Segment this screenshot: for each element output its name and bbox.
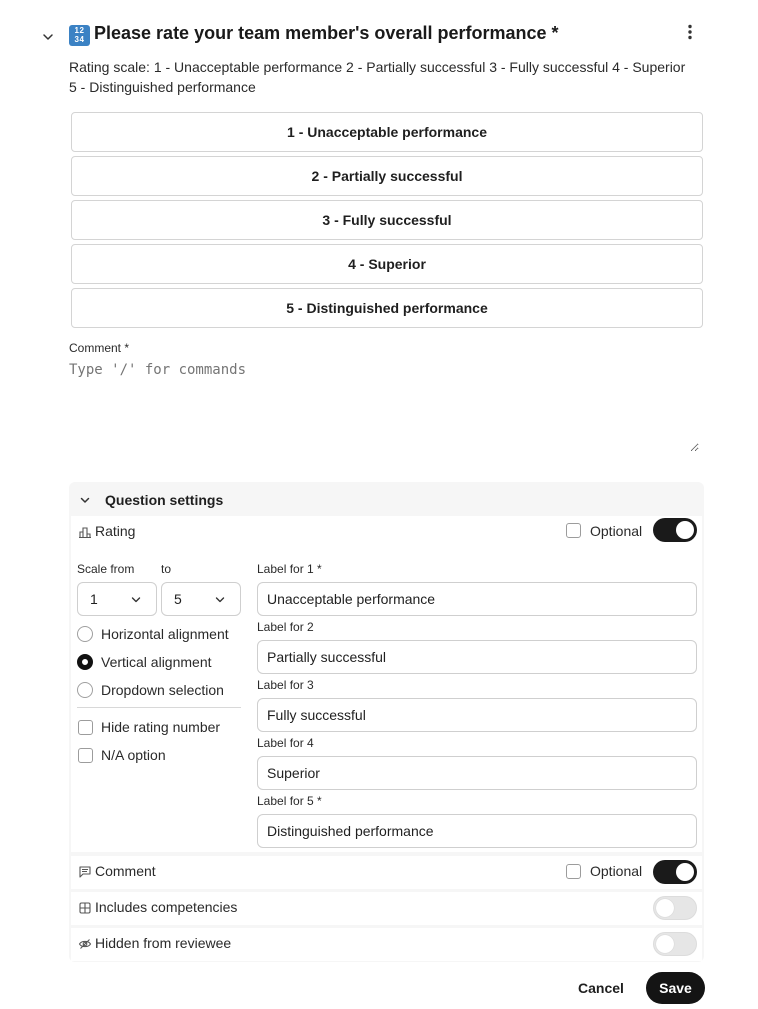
rating-optional-checkbox[interactable]: [566, 523, 581, 538]
chevron-down-icon: [214, 594, 226, 606]
grid-plus-icon: [78, 901, 92, 915]
label-for-4-input[interactable]: [257, 756, 697, 790]
label-for-3-input[interactable]: [257, 698, 697, 732]
hidden-settings-row: [71, 928, 702, 961]
comment-optional-checkbox[interactable]: [566, 864, 581, 879]
question-title: Please rate your team member's overall performance *: [94, 23, 559, 43]
label-for-1-caption: Label for 1 *: [257, 562, 322, 576]
rating-optional-label: Optional: [590, 523, 643, 539]
label-for-1-input[interactable]: [257, 582, 697, 616]
scale-to-select[interactable]: [161, 582, 241, 616]
hidden-from-reviewee-toggle[interactable]: [653, 932, 697, 956]
competencies-toggle[interactable]: [653, 896, 697, 920]
rating-option-4[interactable]: 4 - Superior: [71, 244, 703, 284]
more-options-icon[interactable]: [680, 22, 700, 42]
na-option-checkbox[interactable]: [78, 748, 93, 763]
label-for-3-caption: Label for 3: [257, 678, 314, 692]
rating-option-2[interactable]: 2 - Partially successful: [71, 156, 703, 196]
comment-icon: [78, 865, 92, 879]
na-option-label: N/A option: [101, 747, 166, 763]
scale-to-label: to: [161, 562, 172, 576]
rating-toggle[interactable]: [653, 518, 697, 542]
collapse-chevron-icon[interactable]: [40, 29, 56, 45]
label-for-2-input[interactable]: [257, 640, 697, 674]
eye-slash-icon: [78, 937, 92, 951]
rating-scale-description: Rating scale: 1 - Unacceptable performance 2 - Partially successful 3 - Fully successful 4 - Superior 5 - Distinguished performance: [69, 59, 686, 95]
horizontal-alignment-label: Horizontal alignment: [101, 626, 229, 642]
comment-label: Comment *: [69, 341, 130, 355]
chevron-down-icon[interactable]: [78, 493, 92, 507]
label-for-5-caption: Label for 5 *: [257, 794, 322, 808]
scale-to-value: 5: [174, 591, 182, 607]
toggle-knob: [676, 863, 694, 881]
scale-from-value: 1: [90, 591, 98, 607]
scale-from-label: Scale from: [77, 562, 135, 576]
hide-rating-number-checkbox[interactable]: [78, 720, 93, 735]
rating-option-3[interactable]: 3 - Fully successful: [71, 200, 703, 240]
comment-toggle[interactable]: [653, 860, 697, 884]
question-settings-title: Question settings: [105, 492, 224, 508]
cancel-button[interactable]: Cancel: [568, 973, 634, 1003]
question-title-row: [69, 21, 559, 46]
competencies-settings-row: [71, 892, 702, 925]
chevron-down-icon: [130, 594, 142, 606]
question-settings-panel: [69, 482, 704, 962]
dropdown-selection-radio[interactable]: [77, 682, 93, 698]
keycap-1234-icon: 12 34: [69, 25, 90, 46]
comment-setting-label: Comment: [95, 863, 156, 879]
bar-chart-icon: [78, 525, 92, 539]
divider: [77, 707, 241, 708]
dropdown-selection-label: Dropdown selection: [101, 682, 224, 698]
rating-option-1[interactable]: 1 - Unacceptable performance: [71, 112, 703, 152]
label-for-2-caption: Label for 2: [257, 620, 314, 634]
save-button[interactable]: Save: [646, 972, 705, 1004]
comment-optional-label: Optional: [590, 863, 643, 879]
toggle-knob: [656, 899, 674, 917]
vertical-alignment-radio[interactable]: [77, 654, 93, 670]
hide-rating-number-label: Hide rating number: [101, 719, 221, 735]
comment-input[interactable]: [69, 362, 699, 452]
hidden-from-reviewee-label: Hidden from reviewee: [95, 935, 232, 951]
rating-label: Rating: [95, 523, 136, 539]
toggle-knob: [676, 521, 694, 539]
label-for-5-input[interactable]: [257, 814, 697, 848]
toggle-knob: [656, 935, 674, 953]
label-for-4-caption: Label for 4: [257, 736, 314, 750]
competencies-label: Includes competencies: [95, 899, 238, 915]
rating-settings: [71, 516, 702, 852]
rating-option-5[interactable]: 5 - Distinguished performance: [71, 288, 703, 328]
comment-settings-row: [71, 856, 702, 889]
vertical-alignment-label: Vertical alignment: [101, 654, 212, 670]
question-settings-header[interactable]: [69, 482, 704, 518]
scale-from-select[interactable]: [77, 582, 157, 616]
horizontal-alignment-radio[interactable]: [77, 626, 93, 642]
